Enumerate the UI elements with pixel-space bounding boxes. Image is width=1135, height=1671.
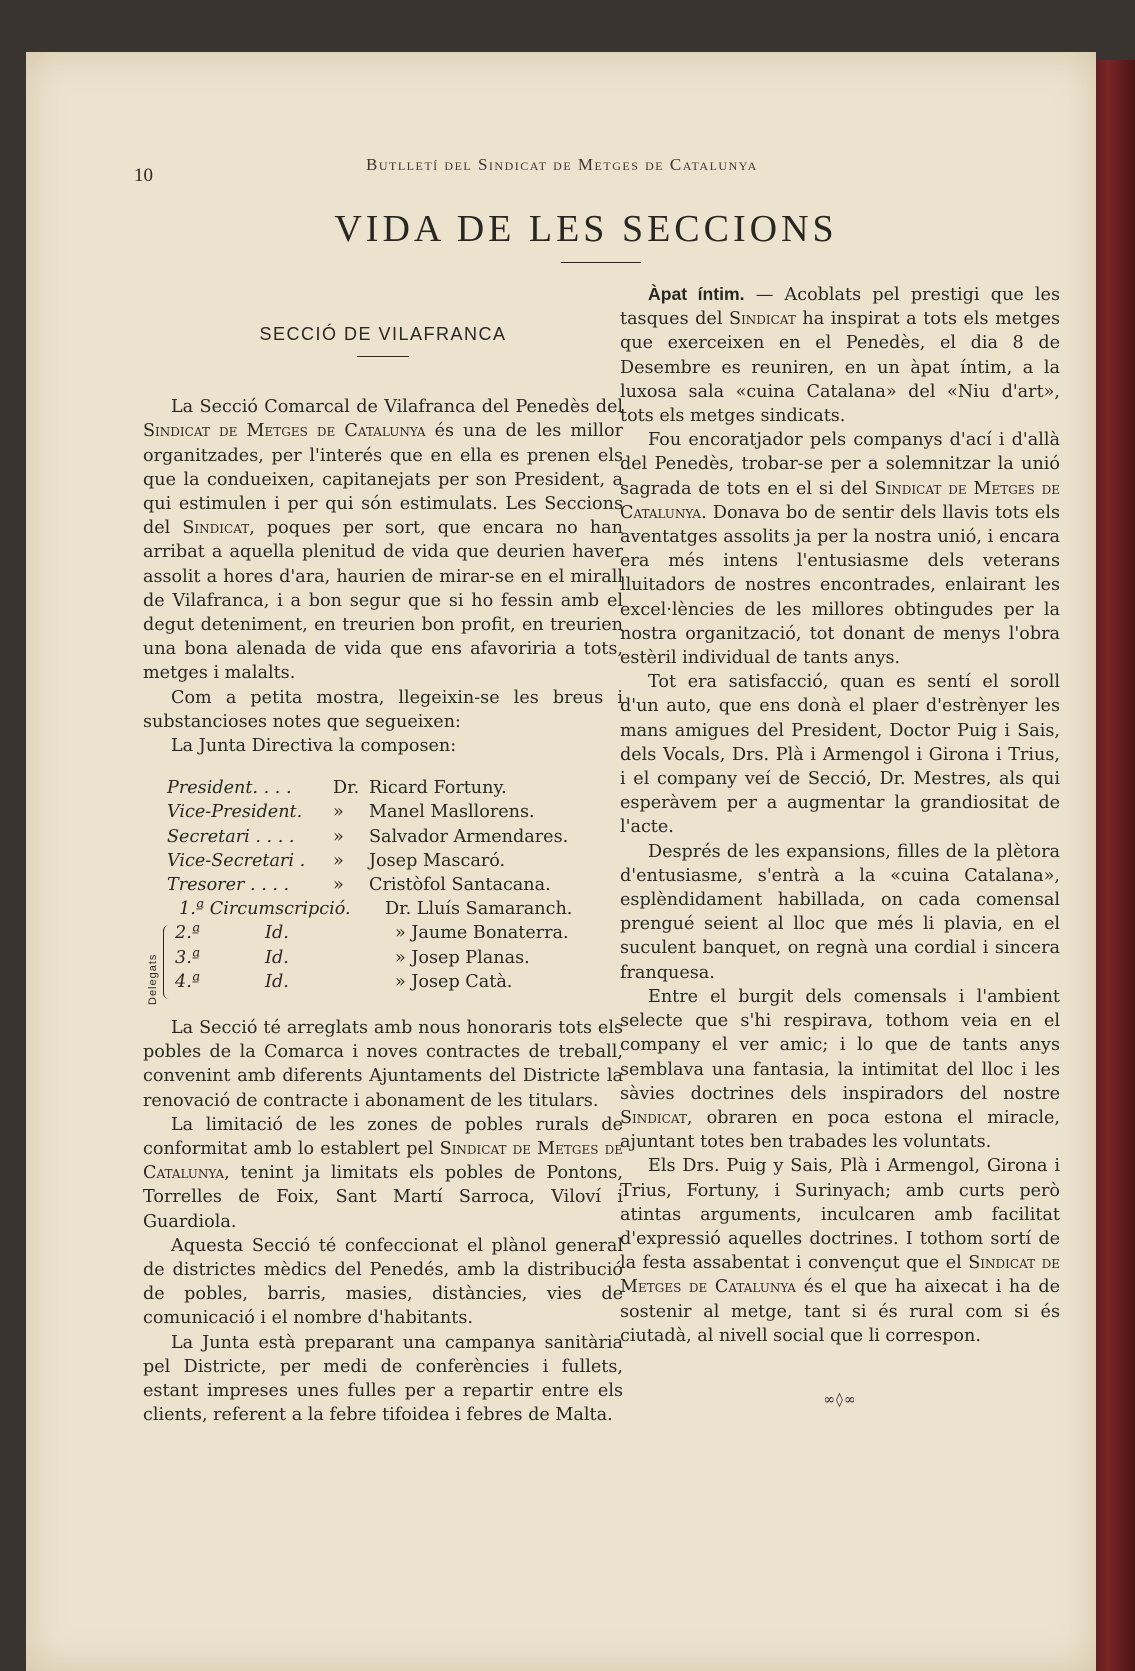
page-number: 10 xyxy=(134,165,153,186)
page xyxy=(26,52,1096,1671)
delegate-row: 4.ª Id. » Josep Catà. xyxy=(175,971,513,992)
board-list xyxy=(143,776,623,1006)
delegates-block xyxy=(143,897,623,1006)
paragraph: La Secció Comarcal de Vilafranca del Penedès del Sindicat de Metges de Catalunya és una de les millor organitzades, per l'interés que en ella es prenen els que la condueixen, capitanejats per son President, a qui estimulen i per qui són estimulats. Les Seccions del Sindicat, poques per sort, que encara no han arribat a aquella plenitud de vida que deurien haver assolit a hores d'ara, haurien de mirar-se en el mirall de Vilafranca, i a bon segur que si ho fessin amb el degut deteniment, en treurien bon profit, en treurien una bona alenada de vida que ens afavoriria a tots, metges i malalts. xyxy=(143,397,623,684)
right-column xyxy=(620,282,1060,1412)
board-row: Vice-President. » Manel Masllorens. xyxy=(167,802,535,823)
paragraph: Després de les expansions, filles de la plètora d'entusiasme, s'entrà a la «cuina Catalana», esplèndidament habillada, on cada comensal prengué seient al lloc que més li plavia, en el suculent banquet, on regnà una cordial i sincera franquesa. xyxy=(620,841,1060,983)
paragraph: Fou encoratjador pels companys d'ací i d'allà del Penedès, trobar-se per a solemnitzar la unió sagrada de tots en el si del Sindicat de Metges de Catalunya. Donava bo de sentir dels llavis tots els aventatges assolits ja per la nostra unió, i encara era més intens l'entusiasme dels veterans lluitadors de nostres encontrades, enlairant les excel·lències de les millores obtingudes per la nostra organització, tot donant de menys l'obra estèril individual de tants anys. xyxy=(620,430,1060,669)
running-head: Butlletí del Sindicat de Metges de Catalunya xyxy=(366,155,758,174)
delegates-label: Delegats xyxy=(147,953,159,1006)
delegate-row: 2.ª Id. » Jaume Bonaterra. xyxy=(175,923,569,944)
paragraph: Els Drs. Puig y Sais, Plà i Armengol, Girona i Trius, Fortuny, i Surinyach; amb curts però atintas arguments, inculcaren amb facilitat d'expressió aquelles doctrines. I tothom sortí de la festa assabentat i convençut que el Sindicat de Metges de Catalunya és el que ha aixecat i ha de sostenir al metge, tant si és rural com si és ciutadà, al nivell social que li correspon. xyxy=(620,1156,1061,1346)
paragraph: La Junta Directiva la composen: xyxy=(171,736,457,757)
section-heading: SECCIÓ DE VILAFRANCA xyxy=(259,324,507,344)
paragraph: Com a petita mostra, llegeixin-se les breus i substancioses notes que segueixen: xyxy=(143,687,623,732)
board-row: President. . . . Dr. Ricard Fortuny. xyxy=(167,778,507,799)
paragraph: Tot era satisfacció, quan es sentí el soroll d'un auto, que ens donà el plaer d'estrènyer les mans amigues del President, Doctor Puig i Sais, dels Vocals, Drs. Plà i Armengol i Girona i Trius, i el company veí de Secció, Dr. Mestres, als qui esperàvem per a augmentar la grandiositat de l'acte. xyxy=(620,672,1060,838)
page-title: VIDA DE LES SECCIONS xyxy=(334,208,838,250)
book-edge xyxy=(1090,60,1135,1671)
board-row: Vice-Secretari . » Josep Mascaró. xyxy=(167,850,506,871)
paragraph: La limitació de les zones de pobles rurals de conformitat amb lo establert pel Sindicat de Metges de Catalunya, tenint ja limitats els pobles de Pontons, Torrelles de Foix, Sant Martí Sarroca, Viloví i Guardiola. xyxy=(143,1114,623,1232)
paragraph: Aquesta Secció té confeccionat el plànol general de districtes mèdics del Penedés, amb la distribució de pobles, barris, masies, distàncies, vies de comunicació i el nombre d'habitants. xyxy=(143,1235,623,1329)
board-row: Tresorer . . . . » Cristòfol Santacana. xyxy=(167,875,551,895)
delegate-row: 1.ª Circumscripció. Dr. Lluís Samaranch. xyxy=(179,899,573,920)
title-divider xyxy=(561,262,641,263)
paragraph: La Secció té arreglats amb nous honoraris tots els pobles de la Comarca i noves contractes de treball, convenint amb diferents Ajuntaments del Districte la renovació de contracte i abonament de les titulars. xyxy=(143,1017,623,1111)
board-row: Secretari . . . . » Salvador Armendares. xyxy=(167,826,569,847)
delegate-row: 3.ª Id. » Josep Planas. xyxy=(175,947,530,968)
paragraph: Àpat íntim. — Acoblats pel prestigi que les tasques del Sindicat ha inspirat a tots els metges que exerceixen en el Penedès, el dia 8 de Desembre es reuniren, en un àpat íntim, a la luxosa sala «cuina Catalana» del «Niu d'art», tots els metges sindicats. xyxy=(620,284,1060,427)
lead-heading: Àpat íntim. xyxy=(648,284,745,304)
paragraph: Entre el burgit dels comensals i l'ambient selecte que s'hi respirava, tothom veia en el company el ver amic; i lo que de tants anys semblava una fantasia, la intimitat del lloc i les sàvies doctrines dels inspiradors del nostre Sindicat, obraren en poca estona el miracle, ajuntant totes ben trabades les voluntats. xyxy=(620,986,1060,1153)
section-divider xyxy=(357,356,409,357)
brace xyxy=(163,925,172,999)
ornament-icon: ∞◊∞ xyxy=(823,1391,857,1408)
paragraph: La Junta està preparant una campanya sanitària pel Districte, per medi de conferències i fullets, estant impreses unes fulles per a repartir entre els clients, referent a la febre tifoidea i febres de Malta. xyxy=(143,1332,623,1426)
left-column xyxy=(143,322,623,1427)
